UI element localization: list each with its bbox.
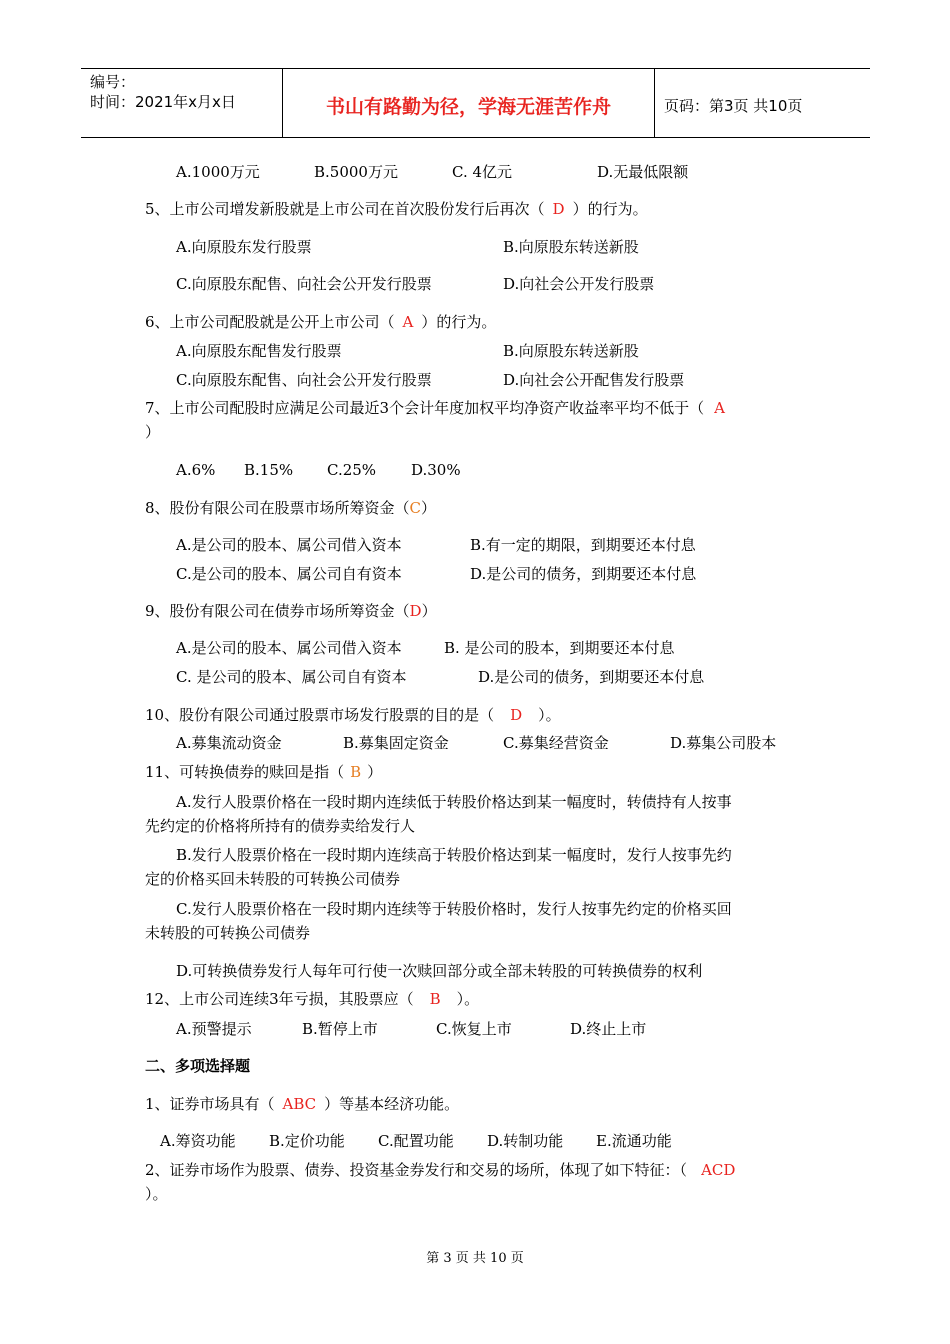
q12-option-d: D.终止上市	[570, 1020, 647, 1038]
q6-text: 6、上市公司配股就是公开上市公司（	[145, 313, 395, 331]
q8-text-end: ）	[421, 499, 437, 517]
q4-option-b: B.5000万元	[314, 163, 398, 181]
m1-option-e: E.流通功能	[596, 1132, 672, 1150]
q5-option-c: C.向原股东配售、向社会公开发行股票	[176, 275, 432, 293]
m2-text-end: ）。	[145, 1185, 168, 1203]
q10-text-end: ）。	[538, 706, 561, 724]
q9-answer: D	[409, 602, 422, 620]
q7-question	[145, 398, 725, 418]
q9-text: 9、股份有限公司在债券市场所筹资金（	[145, 602, 410, 620]
q4-option-c: C. 4亿元	[452, 163, 513, 181]
q11-option-b-line1: B.发行人股票价格在一段时期内连续高于转股价格达到某一幅度时，发行人按事先约	[176, 846, 732, 864]
q10-text: 10、股份有限公司通过股票市场发行股票的目的是（	[145, 706, 495, 724]
q8-option-d: D.是公司的债务，到期要还本付息	[470, 565, 697, 583]
q5-answer: D	[552, 200, 565, 218]
q8-text: 8、股份有限公司在股票市场所筹资金（	[145, 499, 410, 517]
page-info: 页码：第3页 共10页	[664, 97, 803, 115]
header-motto-cell	[283, 69, 655, 137]
q12-option-c: C.恢复上市	[436, 1020, 512, 1038]
q10-option-a: A.募集流动资金	[176, 734, 282, 752]
q6-option-b: B.向原股东转送新股	[503, 342, 639, 360]
q12-question	[145, 989, 479, 1009]
q11-option-c-line2: 未转股的可转换公司债券	[145, 924, 311, 942]
q11-question	[145, 762, 382, 782]
q4-option-a: A.1000万元	[176, 163, 260, 181]
q5-question	[145, 199, 648, 219]
page-header	[81, 68, 870, 138]
q10-option-d: D.募集公司股本	[670, 734, 777, 752]
q7-option-a: A.6%	[176, 461, 216, 479]
number-label: 编号：	[90, 73, 136, 91]
q11-text-end: ）	[367, 763, 383, 781]
q11-text: 11、可转换债券的赎回是指（	[145, 763, 345, 781]
q7-option-b: B.15%	[244, 461, 294, 479]
q12-text-end: ）。	[456, 990, 480, 1008]
q7-text: 7、上市公司配股时应满足公司最近3个会计年度加权平均净资产收益率平均不低于（	[145, 399, 705, 417]
m2-question	[145, 1160, 735, 1180]
q5-option-d: D.向社会公开发行股票	[503, 275, 655, 293]
q10-option-b: B.募集固定资金	[343, 734, 449, 752]
m1-option-c: C.配置功能	[378, 1132, 454, 1150]
m1-text: 1、证券市场具有（	[145, 1095, 275, 1113]
q6-question	[145, 312, 496, 332]
q6-option-c: C.向原股东配售、向社会公开发行股票	[176, 371, 432, 389]
q11-option-a-line2: 先约定的价格将所持有的债券卖给发行人	[145, 817, 416, 835]
q8-option-a: A.是公司的股本、属公司借入资本	[176, 536, 402, 554]
q12-option-b: B.暂停上市	[302, 1020, 378, 1038]
q9-question	[145, 601, 437, 621]
q5-option-b: B.向原股东转送新股	[503, 238, 639, 256]
page-footer: 第 3 页 共 10 页	[426, 1251, 524, 1266]
q9-text-end: ）	[421, 602, 437, 620]
q12-text: 12、上市公司连续3年亏损，其股票应（	[145, 990, 414, 1008]
q7-text-end: ）	[145, 423, 161, 441]
q8-question	[145, 498, 436, 518]
q10-option-c: C.募集经营资金	[503, 734, 609, 752]
q11-option-d: D.可转换债券发行人每年可行使一次赎回部分或全部未转股的可转换债券的权利	[176, 962, 703, 980]
q9-option-c: C. 是公司的股本、属公司自有资本	[176, 668, 407, 686]
q11-option-b-line2: 定的价格买回未转股的可转换公司债券	[145, 870, 401, 888]
m1-answer: ABC	[282, 1095, 317, 1113]
q5-text-end: ）的行为。	[572, 200, 648, 218]
m1-question	[145, 1094, 459, 1114]
header-meta-cell	[81, 69, 283, 137]
q6-text-end: ）的行为。	[421, 313, 497, 331]
m2-answer: ACD	[701, 1161, 736, 1179]
q11-option-a-line1: A.发行人股票价格在一段时期内连续低于转股价格达到某一幅度时，转债持有人按事	[176, 793, 732, 811]
q5-text: 5、上市公司增发新股就是上市公司在首次股份发行后再次（	[145, 200, 545, 218]
q10-question	[145, 705, 561, 725]
q12-option-a: A.预警提示	[176, 1020, 252, 1038]
q4-option-d: D.无最低限额	[597, 163, 689, 181]
q7-answer: A	[714, 399, 725, 417]
q11-answer: B	[350, 763, 362, 781]
q6-option-a: A.向原股东配售发行股票	[176, 342, 342, 360]
q12-answer: B	[429, 990, 441, 1008]
q9-option-a: A.是公司的股本、属公司借入资本	[176, 639, 402, 657]
motto: 书山有路勤为径，学海无涯苦作舟	[325, 96, 611, 118]
q9-option-b: B. 是公司的股本，到期要还本付息	[444, 639, 675, 657]
m1-option-a: A.筹资功能	[160, 1132, 236, 1150]
q8-option-c: C.是公司的股本、属公司自有资本	[176, 565, 402, 583]
q8-option-b: B.有一定的期限，到期要还本付息	[470, 536, 696, 554]
q10-answer: D	[510, 706, 523, 724]
q7-option-c: C.25%	[327, 461, 377, 479]
q6-option-d: D.向社会公开配售发行股票	[503, 371, 685, 389]
m1-option-b: B.定价功能	[269, 1132, 345, 1150]
q11-option-c-line1: C.发行人股票价格在一段时期内连续等于转股价格时，发行人按事先约定的价格买回	[176, 900, 732, 918]
m2-text: 2、证券市场作为股票、债券、投资基金券发行和交易的场所，体现了如下特征：（	[145, 1161, 688, 1179]
time-label: 时间：2021年x月x日	[90, 93, 236, 111]
section-heading: 二、多项选择题	[145, 1057, 251, 1075]
q8-answer: C	[409, 499, 422, 517]
m1-option-d: D.转制功能	[487, 1132, 564, 1150]
q5-option-a: A.向原股东发行股票	[176, 238, 312, 256]
m1-text-end: ）等基本经济功能。	[324, 1095, 460, 1113]
q6-answer: A	[402, 313, 414, 331]
q9-option-d: D.是公司的债务，到期要还本付息	[478, 668, 705, 686]
q7-option-d: D.30%	[411, 461, 461, 479]
